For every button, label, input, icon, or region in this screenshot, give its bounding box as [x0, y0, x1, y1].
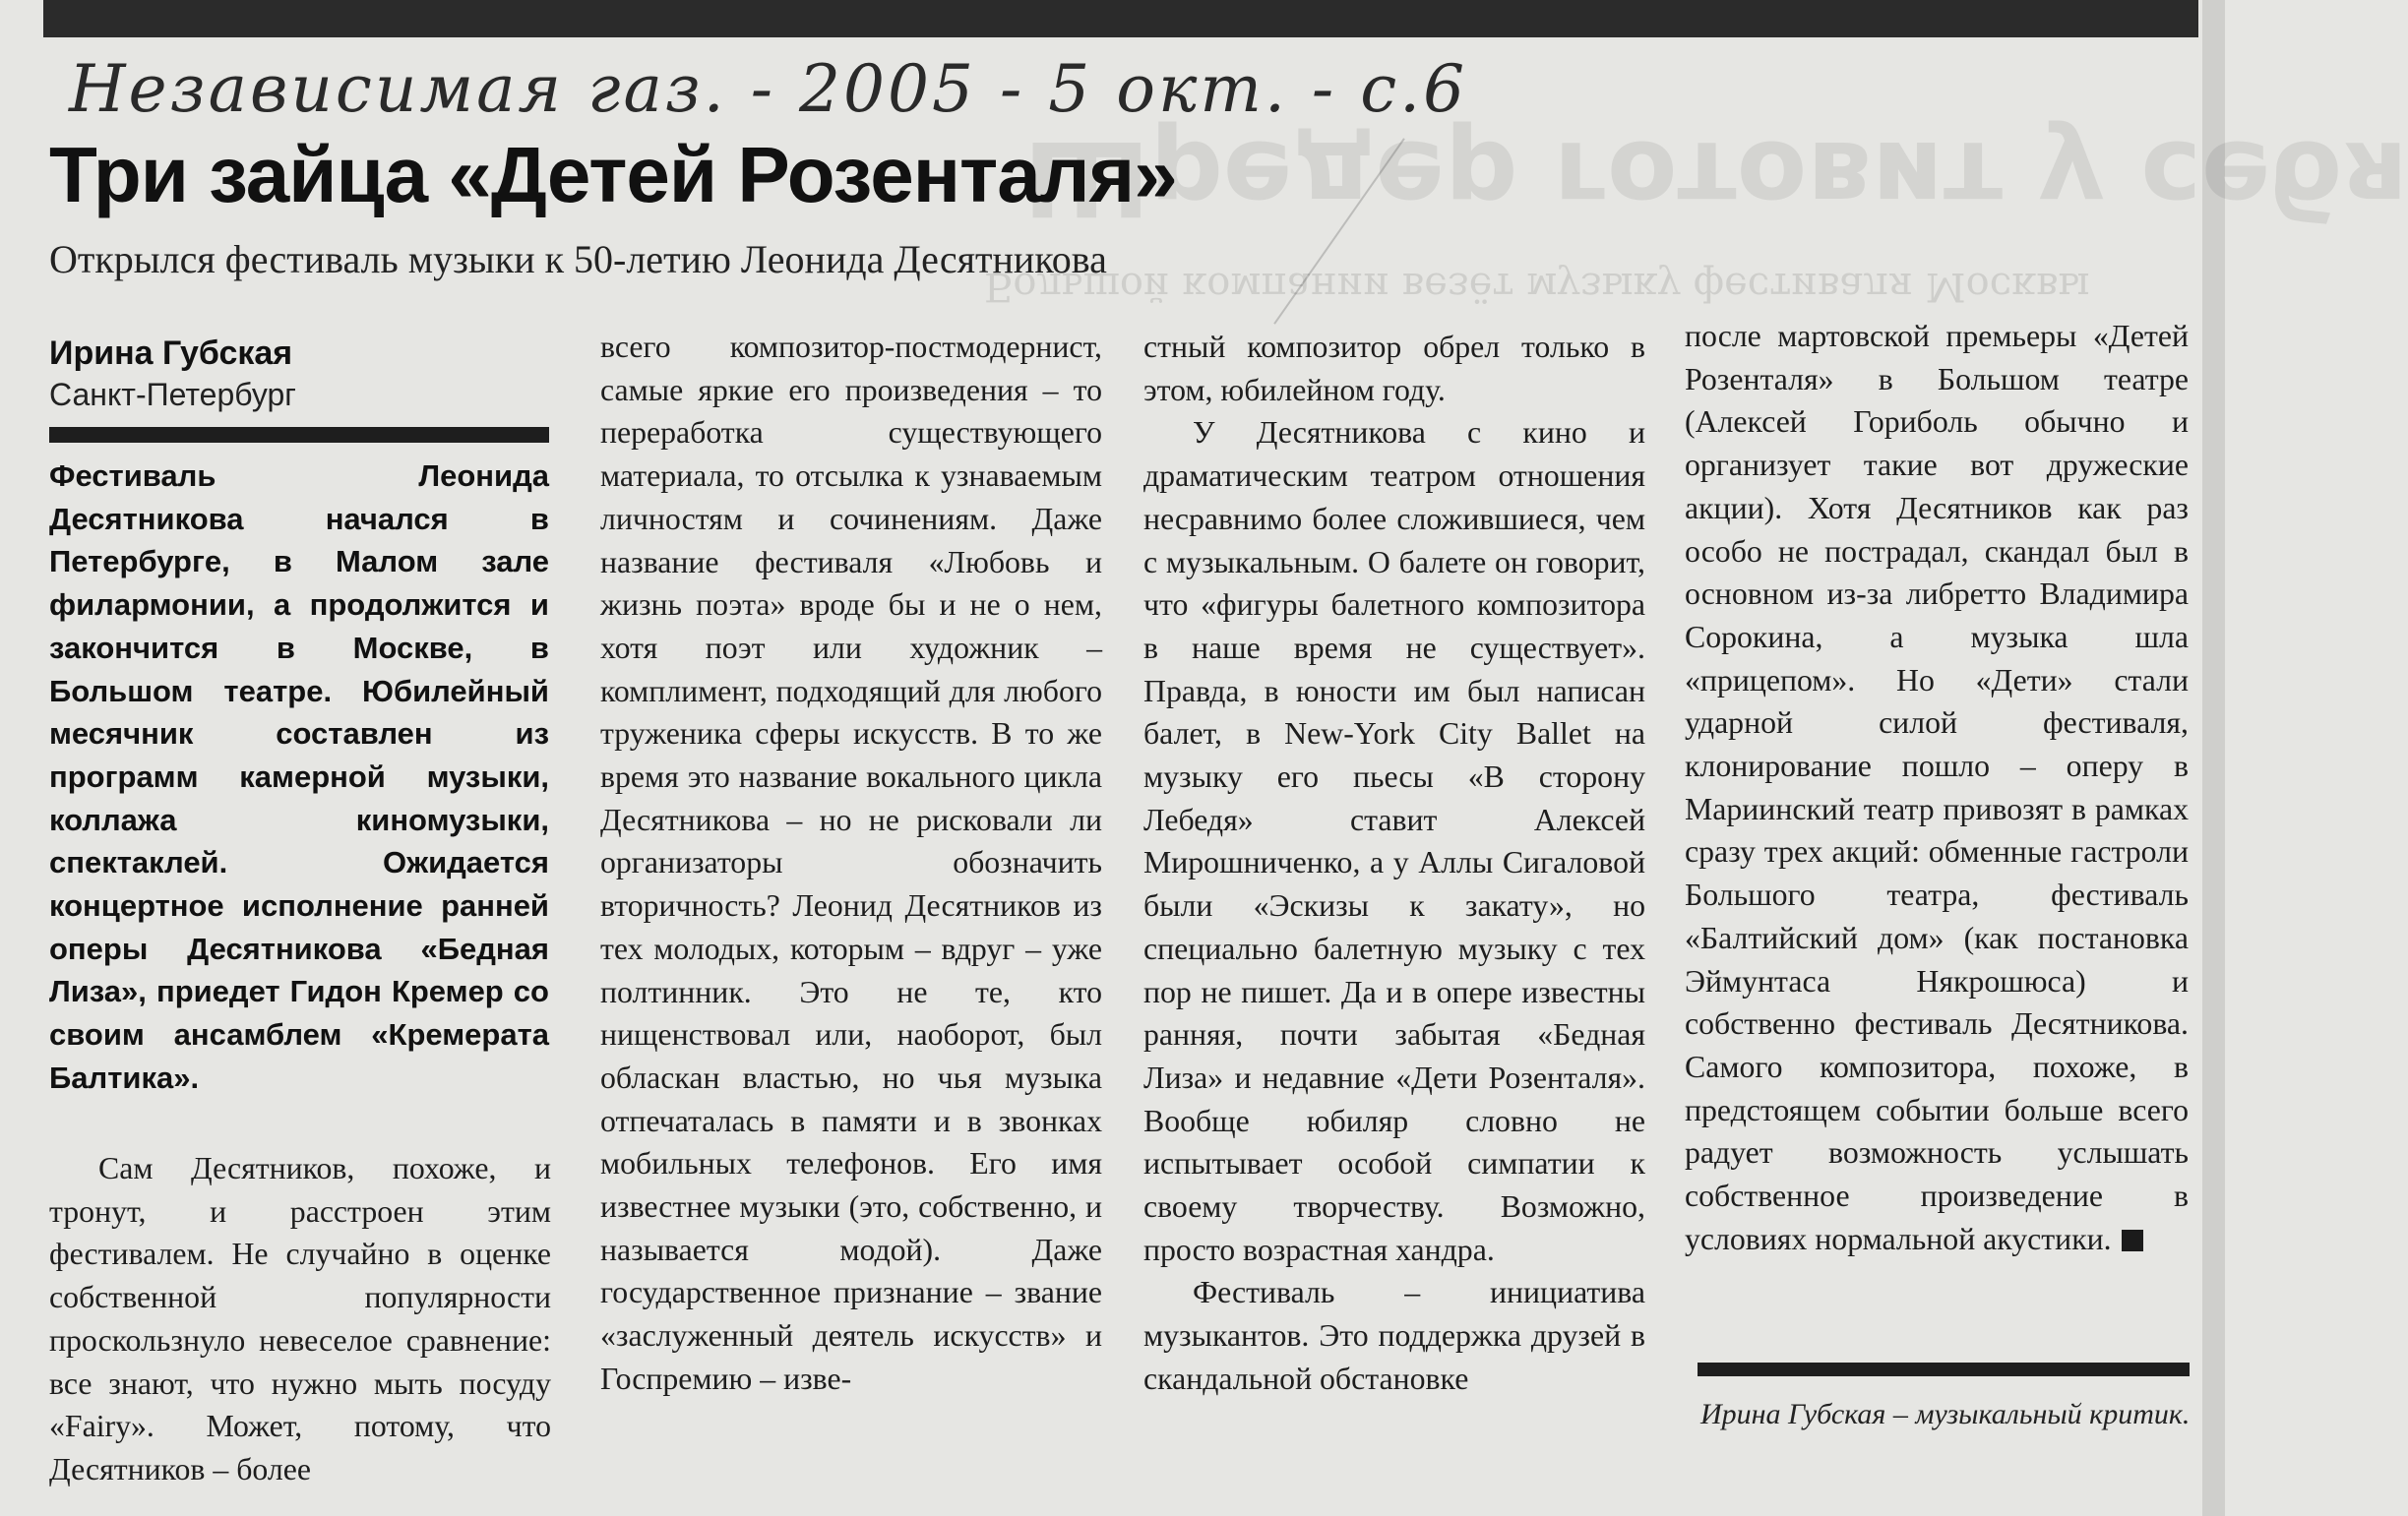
handwritten-source-note: Независимая газ. - 2005 - 5 окт. - с.6 — [69, 51, 1468, 127]
column-3-paragraph: Фестиваль – инициатива музыкантов. Это поддержка друзей в скандальной обстановке — [1143, 1275, 1645, 1396]
column-4-text: после мартовской премьеры «Детей Розенталя» в Большом театре (Алексей Гориболь обычно и организует такие вот дружеские акции). Хотя Десятников как раз особо не пострадал, скандал был в основном из-за либретто Владимира Сорокина, а музыка шла «прицепом». Но «Дети» стали ударной силой фестиваля, клонирование пошло – оперу в Мариинский театр привозят в рамках сразу трех акций: обменные гастроли Большого театра, фестиваль «Балтийский дом» (как постановка Эймунтаса Някрошюса) и собственно фестиваль Десятникова. Самого композитора, похоже, в предстоящем событии больше всего радует возможность услышать собственное произведение в условиях нормальной акустики. — [1685, 319, 2189, 1256]
article-headline: Три зайца «Детей Розенталя» — [49, 131, 1177, 218]
body-column-2: всего композитор-постмодернист, самые яркие его произведения – то переработка существующего материала, то отсылка к узнаваемым личностям и сочинениям. Даже название фестиваля «Любовь и жизнь поэта» вроде бы и не о нем, хотя поэт или художник – комплимент, подходящий для любого труженика сферы искусств. В то же время это название вокального цикла Десятникова – но не рисковали ли организаторы обозначить вторичность? Леонид Десятников из тех молодых, которым – вдруг – уже полтинник. Это не те, кто нищенствовал или, наоборот, был обласкан властью, но чья музыка отпечаталась в памяти и в звонках мобильных телефонов. Его имя известнее музыки (это, собственно, и называется модой). Даже государственное признание – звание «заслуженный деятель искусств» и Госпремию – изве- — [600, 330, 1102, 1396]
author-city: Санкт-Петербург — [49, 377, 296, 412]
body-column-1: Сам Десятников, похоже, и тронут, и расстроен этим фестивалем. Не случайно в оценке собственной популярности проскользнуло невеселое сравнение: все знают, что нужно мыть посуду «Fairy». Может, потому, что Десятников – более — [49, 1151, 551, 1486]
section-rule — [49, 427, 549, 443]
column-3-paragraph: стный композитор обрел только в этом, юбилейном году. — [1143, 330, 1645, 407]
author-footnote: Ирина Губская – музыкальный критик. — [1700, 1398, 2191, 1430]
column-3-paragraph: У Десятникова с кино и драматическим театром отношения несравнимо более сложившиеся, чем с музыкальным. О балете он говорит, что «фигуры балетного композитора в наше время не существует». Правда, в юности им был написан балет, в New-York City Ballet на музыку его пьесы «В сторону Лебедя» ставит Алексей Мирошниченко, а у Аллы Сигаловой были «Эскизы к закату», но специально балетную музыку с тех пор не пишет. Да и в опере известны ранняя, почти забытая «Бедная Лиза» и недавние «Дети Розенталя». Вообще юбиляр словно не испытывает особой симпатии к своему творчеству. Возможно, просто возрастная хандра. — [1143, 415, 1645, 1267]
body-column-4 — [1685, 315, 2189, 1260]
body-column-3 — [1143, 326, 1645, 1401]
author-name: Ирина Губская — [49, 334, 293, 372]
article-lede: Фестиваль Леонида Десятникова начался в Петербурге, в Малом зале филармонии, а продолжится и закончится в Москве, в Большом театре. Юбилейный месячник составлен из программ камерной музыки, коллажа киномузыки, спектаклей. Ожидается концертное исполнение ранней оперы Десятникова «Бедная Лиза», приедет Гидон Кремер со своим ансамблем «Кремерата Балтика». — [49, 458, 549, 1095]
bleed-through-subline: Большой компании везёт музыку фестиваля Москвы — [984, 264, 2090, 309]
bleed-through-headline: Шредер готовит у себя — [1023, 118, 2408, 238]
article-subheadline: Открылся фестиваль музыки к 50-летию Леонида Десятникова — [49, 237, 1107, 281]
end-of-article-square-icon — [2122, 1230, 2143, 1251]
top-dark-band — [43, 0, 2198, 37]
byline — [49, 333, 561, 415]
footnote-rule — [1698, 1363, 2190, 1376]
